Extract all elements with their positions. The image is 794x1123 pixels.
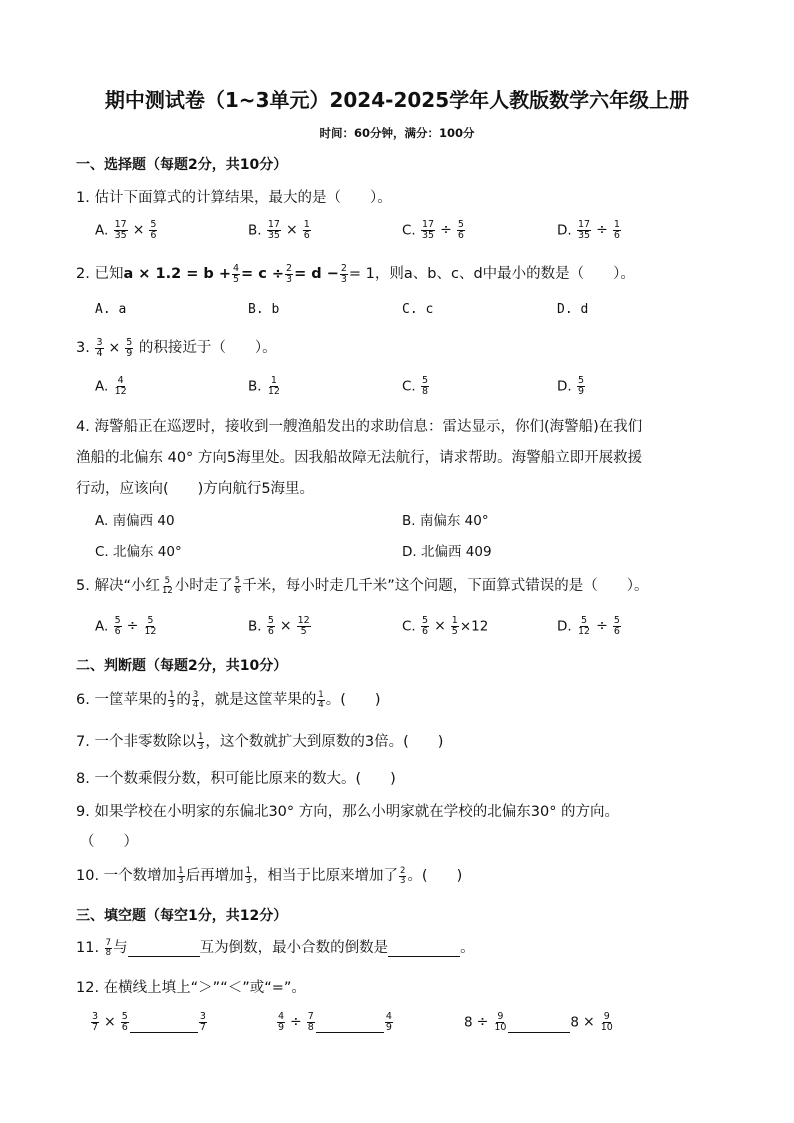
option-5d: D. $\frac{5}{12}$ ÷ $\frac{5}{6}$	[557, 615, 620, 637]
option-3b: B. $\frac{1}{12}$	[248, 375, 280, 397]
question-2: 2. 已知a × 1.2 = b + $\frac{4}{5}$ = c ÷ $\frac{2}{3}$ = d − $\frac{2}{3}$ = 1，则a、b、c、d中最小的数是（ ）。	[76, 262, 635, 285]
option-2a: A. a	[95, 302, 127, 317]
question-4-line-3: 行动，应该向( )方向航行5海里。	[76, 481, 315, 497]
question-9-line-1: 9. 如果学校在小明家的东偏北30° 方向，那么小明家就在学校的北偏东30° 的方向。	[76, 804, 620, 820]
option-5b: B. $\frac{5}{6}$ × $\frac{12}{5}$	[248, 615, 310, 637]
section-heading-judgement: 二、判断题（每题2分，共10分）	[76, 658, 288, 674]
question-6: 6. 一筐苹果的 $\frac{1}{3}$ 的 $\frac{3}{4}$ ，就是这筐苹果的 $\frac{1}{4}$ 。( )	[76, 689, 381, 710]
question-7: 7. 一个非零数除以 $\frac{1}{3}$ ，这个数就扩大到原数的3倍。( )	[76, 731, 444, 752]
page-subtitle: 时间：60分钟，满分：100分	[319, 126, 475, 140]
question-9-line-2: （ ）	[80, 834, 138, 850]
option-5c: C. $\frac{5}{6}$ × $\frac{1}{5}$ ×12	[402, 615, 489, 637]
option-4d: D. 北偏西 409	[402, 544, 492, 560]
question-4-line-1: 4. 海警船正在巡逻时，接收到一艘渔船发出的求助信息：雷达显示，你们(海警船)在我们	[76, 419, 643, 435]
answer-blank[interactable]	[508, 1018, 570, 1033]
option-4a: A. 南偏西 40	[95, 513, 175, 529]
section-heading-choice: 一、选择题（每题2分，共10分）	[76, 157, 288, 173]
option-3d: D. $\frac{5}{9}$	[557, 375, 585, 397]
answer-blank[interactable]	[128, 940, 200, 957]
section-heading-fill: 三、填空题（每空1分，共12分）	[76, 908, 288, 924]
question-1: 1. 估计下面算式的计算结果，最大的是（ ）。	[76, 190, 392, 206]
option-1b: B. $\frac{17}{35}$ × $\frac{1}{6}$	[248, 219, 310, 241]
question-8: 8. 一个数乘假分数，积可能比原来的数大。( )	[76, 771, 396, 787]
option-1c: C. $\frac{17}{35}$ ÷ $\frac{5}{6}$	[402, 219, 464, 241]
compare-item-1: $\frac{3}{7}$ × $\frac{5}{6}$ $\frac{3}{7}$	[92, 1011, 206, 1033]
option-1a: A. $\frac{17}{35}$ × $\frac{5}{6}$	[95, 219, 157, 241]
option-1d: D. $\frac{17}{35}$ ÷ $\frac{1}{6}$	[557, 219, 620, 241]
option-4c: C. 北偏东 40°	[95, 544, 182, 560]
page-title: 期中测试卷（1~3单元）2024-2025学年人教版数学六年级上册	[104, 88, 690, 112]
option-2d: D. d	[557, 302, 589, 317]
question-5: 5. 解决“小红 $\frac{5}{12}$ 小时走了 $\frac{5}{6}$ 千米，每小时走几千米”这个问题，下面算式错误的是（ ）。	[76, 575, 649, 596]
question-10: 10. 一个数增加 $\frac{1}{3}$ 后再增加 $\frac{1}{3}$ ，相当于比原来增加了 $\frac{2}{3}$ 。( )	[76, 865, 463, 886]
option-2c: C. c	[402, 302, 434, 317]
answer-blank[interactable]	[130, 1018, 198, 1033]
answer-blank[interactable]	[388, 940, 460, 957]
option-5a: A. $\frac{5}{6}$ ÷ $\frac{5}{12}$	[95, 615, 157, 637]
option-3a: A. $\frac{4}{12}$	[95, 375, 127, 397]
answer-blank[interactable]	[316, 1018, 384, 1033]
option-3c: C. $\frac{5}{8}$	[402, 375, 429, 397]
question-11: 11. $\frac{7}{8}$ 与 互为倒数，最小合数的倒数是 。	[76, 937, 475, 958]
compare-item-3: 8 ÷ $\frac{9}{10}$ 8 × $\frac{9}{10}$	[464, 1011, 613, 1033]
option-2b: B. b	[248, 302, 280, 317]
question-3: 3. $\frac{3}{4}$ × $\frac{5}{9}$ 的积接近于（ ）。	[76, 336, 277, 359]
question-4-line-2: 渔船的北偏东 40° 方向5海里处。因我船故障无法航行，请求帮助。海警船立即开展救援	[76, 450, 643, 466]
option-4b: B. 南偏东 40°	[402, 513, 489, 529]
question-12: 12. 在横线上填上“＞”“＜”或“=”。	[76, 980, 306, 996]
compare-item-2: $\frac{4}{9}$ ÷ $\frac{7}{8}$ $\frac{4}{9}$	[278, 1011, 392, 1033]
